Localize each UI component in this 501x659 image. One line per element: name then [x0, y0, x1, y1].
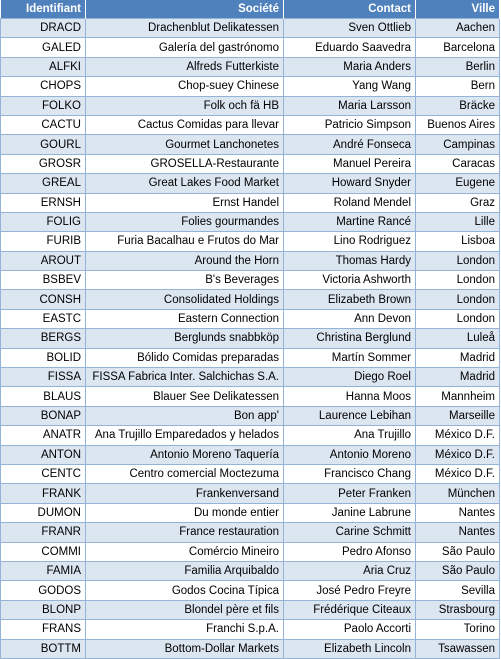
- cell-contact: Martine Rancé: [284, 212, 416, 231]
- cell-identifiant: BOTTM: [1, 639, 86, 658]
- cell-contact: André Fonseca: [284, 135, 416, 154]
- cell-societe: Comércio Mineiro: [86, 542, 284, 561]
- cell-ville: Berlin: [416, 57, 500, 76]
- header-identifiant: Identifiant: [1, 0, 86, 19]
- cell-contact: Elizabeth Lincoln: [284, 639, 416, 658]
- table-row: [1, 561, 500, 580]
- table-row: [1, 135, 500, 154]
- table-row: [1, 309, 500, 328]
- cell-identifiant: BERGS: [1, 329, 86, 348]
- cell-societe: Folies gourmandes: [86, 212, 284, 231]
- cell-societe: Eastern Connection: [86, 309, 284, 328]
- cell-societe: Bólido Comidas preparadas: [86, 348, 284, 367]
- table-row: [1, 115, 500, 134]
- cell-contact: Eduardo Saavedra: [284, 38, 416, 57]
- table-row: [1, 464, 500, 483]
- cell-ville: Marseille: [416, 406, 500, 425]
- cell-ville: Bern: [416, 77, 500, 96]
- cell-identifiant: COMMI: [1, 542, 86, 561]
- table-row: [1, 639, 500, 658]
- table-row: [1, 232, 500, 251]
- cell-societe: France restauration: [86, 523, 284, 542]
- cell-societe: Du monde entier: [86, 503, 284, 522]
- table-header: [1, 0, 500, 19]
- cell-contact: Thomas Hardy: [284, 251, 416, 270]
- cell-contact: Peter Franken: [284, 484, 416, 503]
- cell-ville: São Paulo: [416, 542, 500, 561]
- cell-societe: FISSA Fabrica Inter. Salchichas S.A.: [86, 368, 284, 387]
- cell-contact: Maria Anders: [284, 57, 416, 76]
- table-row: [1, 19, 500, 38]
- cell-societe: Bon app': [86, 406, 284, 425]
- cell-identifiant: BONAP: [1, 406, 86, 425]
- cell-ville: Graz: [416, 193, 500, 212]
- cell-societe: Bottom-Dollar Markets: [86, 639, 284, 658]
- cell-contact: Maria Larsson: [284, 96, 416, 115]
- cell-ville: México D.F.: [416, 445, 500, 464]
- cell-identifiant: GODOS: [1, 581, 86, 600]
- cell-identifiant: CACTU: [1, 115, 86, 134]
- cell-contact: Elizabeth Brown: [284, 290, 416, 309]
- header-contact: Contact: [284, 0, 416, 19]
- cell-contact: Yang Wang: [284, 77, 416, 96]
- cell-ville: Buenos Aires: [416, 115, 500, 134]
- cell-ville: Strasbourg: [416, 600, 500, 619]
- table-row: [1, 212, 500, 231]
- header-row: [1, 0, 500, 19]
- cell-societe: Blondel père et fils: [86, 600, 284, 619]
- cell-contact: Lino Rodriguez: [284, 232, 416, 251]
- cell-identifiant: CENTC: [1, 464, 86, 483]
- cell-ville: Madrid: [416, 368, 500, 387]
- table-row: [1, 445, 500, 464]
- table-row: [1, 600, 500, 619]
- cell-contact: Ana Trujillo: [284, 426, 416, 445]
- cell-societe: Franchi S.p.A.: [86, 620, 284, 639]
- cell-ville: London: [416, 271, 500, 290]
- cell-identifiant: FOLIG: [1, 212, 86, 231]
- cell-societe: Galería del gastrónomo: [86, 38, 284, 57]
- cell-contact: José Pedro Freyre: [284, 581, 416, 600]
- cell-ville: Campinas: [416, 135, 500, 154]
- cell-ville: Torino: [416, 620, 500, 639]
- cell-identifiant: FAMIA: [1, 561, 86, 580]
- cell-societe: Centro comercial Moctezuma: [86, 464, 284, 483]
- table-row: [1, 193, 500, 212]
- table-row: [1, 368, 500, 387]
- cell-ville: México D.F.: [416, 464, 500, 483]
- cell-identifiant: BOLID: [1, 348, 86, 367]
- table-row: [1, 96, 500, 115]
- cell-identifiant: CONSH: [1, 290, 86, 309]
- cell-contact: Howard Snyder: [284, 174, 416, 193]
- cell-contact: Manuel Pereira: [284, 154, 416, 173]
- cell-ville: Bräcke: [416, 96, 500, 115]
- cell-identifiant: GREAL: [1, 174, 86, 193]
- table-row: [1, 503, 500, 522]
- cell-ville: Mannheim: [416, 387, 500, 406]
- table-row: [1, 154, 500, 173]
- table-row: [1, 174, 500, 193]
- cell-contact: Laurence Lebihan: [284, 406, 416, 425]
- cell-contact: Paolo Accorti: [284, 620, 416, 639]
- cell-ville: München: [416, 484, 500, 503]
- cell-contact: Patricio Simpson: [284, 115, 416, 134]
- table-row: [1, 348, 500, 367]
- cell-ville: Madrid: [416, 348, 500, 367]
- cell-identifiant: CHOPS: [1, 77, 86, 96]
- header-societe: Société: [86, 0, 284, 19]
- cell-ville: London: [416, 251, 500, 270]
- cell-ville: Barcelona: [416, 38, 500, 57]
- cell-ville: Sevilla: [416, 581, 500, 600]
- cell-societe: Ernst Handel: [86, 193, 284, 212]
- cell-contact: Christina Berglund: [284, 329, 416, 348]
- cell-societe: Cactus Comidas para llevar: [86, 115, 284, 134]
- table-row: [1, 38, 500, 57]
- table-row: [1, 329, 500, 348]
- cell-contact: Pedro Afonso: [284, 542, 416, 561]
- cell-societe: Around the Horn: [86, 251, 284, 270]
- cell-identifiant: AROUT: [1, 251, 86, 270]
- table-body: [1, 19, 500, 659]
- cell-ville: São Paulo: [416, 561, 500, 580]
- table-row: [1, 77, 500, 96]
- cell-identifiant: FRANK: [1, 484, 86, 503]
- table-row: [1, 620, 500, 639]
- cell-contact: Carine Schmitt: [284, 523, 416, 542]
- cell-contact: Diego Roel: [284, 368, 416, 387]
- cell-identifiant: GALED: [1, 38, 86, 57]
- cell-identifiant: FURIB: [1, 232, 86, 251]
- table-row: [1, 290, 500, 309]
- table-row: [1, 406, 500, 425]
- cell-societe: Gourmet Lanchonetes: [86, 135, 284, 154]
- cell-ville: México D.F.: [416, 426, 500, 445]
- cell-societe: Drachenblut Delikatessen: [86, 19, 284, 38]
- cell-societe: Consolidated Holdings: [86, 290, 284, 309]
- cell-societe: Blauer See Delikatessen: [86, 387, 284, 406]
- cell-ville: London: [416, 309, 500, 328]
- cell-ville: London: [416, 290, 500, 309]
- cell-contact: Hanna Moos: [284, 387, 416, 406]
- table-row: [1, 57, 500, 76]
- cell-ville: Lille: [416, 212, 500, 231]
- cell-ville: Luleå: [416, 329, 500, 348]
- cell-societe: Antonio Moreno Taquería: [86, 445, 284, 464]
- cell-identifiant: FRANR: [1, 523, 86, 542]
- cell-societe: Furia Bacalhau e Frutos do Mar: [86, 232, 284, 251]
- cell-identifiant: GROSR: [1, 154, 86, 173]
- cell-contact: Victoria Ashworth: [284, 271, 416, 290]
- cell-identifiant: BLONP: [1, 600, 86, 619]
- cell-societe: Great Lakes Food Market: [86, 174, 284, 193]
- cell-ville: Nantes: [416, 523, 500, 542]
- cell-identifiant: BLAUS: [1, 387, 86, 406]
- cell-identifiant: FISSA: [1, 368, 86, 387]
- header-ville: Ville: [416, 0, 500, 19]
- cell-identifiant: FRANS: [1, 620, 86, 639]
- cell-societe: GROSELLA-Restaurante: [86, 154, 284, 173]
- cell-contact: Janine Labrune: [284, 503, 416, 522]
- cell-contact: Sven Ottlieb: [284, 19, 416, 38]
- cell-identifiant: BSBEV: [1, 271, 86, 290]
- table-row: [1, 251, 500, 270]
- cell-societe: Godos Cocina Típica: [86, 581, 284, 600]
- cell-contact: Francisco Chang: [284, 464, 416, 483]
- cell-societe: Folk och fä HB: [86, 96, 284, 115]
- cell-societe: Ana Trujillo Emparedados y helados: [86, 426, 284, 445]
- cell-identifiant: DRACD: [1, 19, 86, 38]
- cell-identifiant: DUMON: [1, 503, 86, 522]
- cell-ville: Nantes: [416, 503, 500, 522]
- cell-identifiant: EASTC: [1, 309, 86, 328]
- cell-ville: Eugene: [416, 174, 500, 193]
- cell-societe: Chop-suey Chinese: [86, 77, 284, 96]
- cell-identifiant: ANATR: [1, 426, 86, 445]
- cell-ville: Aachen: [416, 19, 500, 38]
- table-row: [1, 426, 500, 445]
- cell-contact: Martín Sommer: [284, 348, 416, 367]
- table-row: [1, 271, 500, 290]
- cell-ville: Tsawassen: [416, 639, 500, 658]
- cell-societe: Alfreds Futterkiste: [86, 57, 284, 76]
- cell-identifiant: ANTON: [1, 445, 86, 464]
- cell-identifiant: ERNSH: [1, 193, 86, 212]
- cell-identifiant: ALFKI: [1, 57, 86, 76]
- table-row: [1, 387, 500, 406]
- cell-ville: Caracas: [416, 154, 500, 173]
- table-row: [1, 581, 500, 600]
- cell-societe: Familia Arquibaldo: [86, 561, 284, 580]
- cell-ville: Lisboa: [416, 232, 500, 251]
- cell-contact: Frédérique Citeaux: [284, 600, 416, 619]
- table-row: [1, 542, 500, 561]
- cell-identifiant: FOLKO: [1, 96, 86, 115]
- cell-contact: Roland Mendel: [284, 193, 416, 212]
- cell-contact: Ann Devon: [284, 309, 416, 328]
- table-row: [1, 523, 500, 542]
- table-row: [1, 484, 500, 503]
- cell-identifiant: GOURL: [1, 135, 86, 154]
- cell-contact: Antonio Moreno: [284, 445, 416, 464]
- cell-societe: B's Beverages: [86, 271, 284, 290]
- cell-contact: Aria Cruz: [284, 561, 416, 580]
- cell-societe: Frankenversand: [86, 484, 284, 503]
- cell-societe: Berglunds snabbköp: [86, 329, 284, 348]
